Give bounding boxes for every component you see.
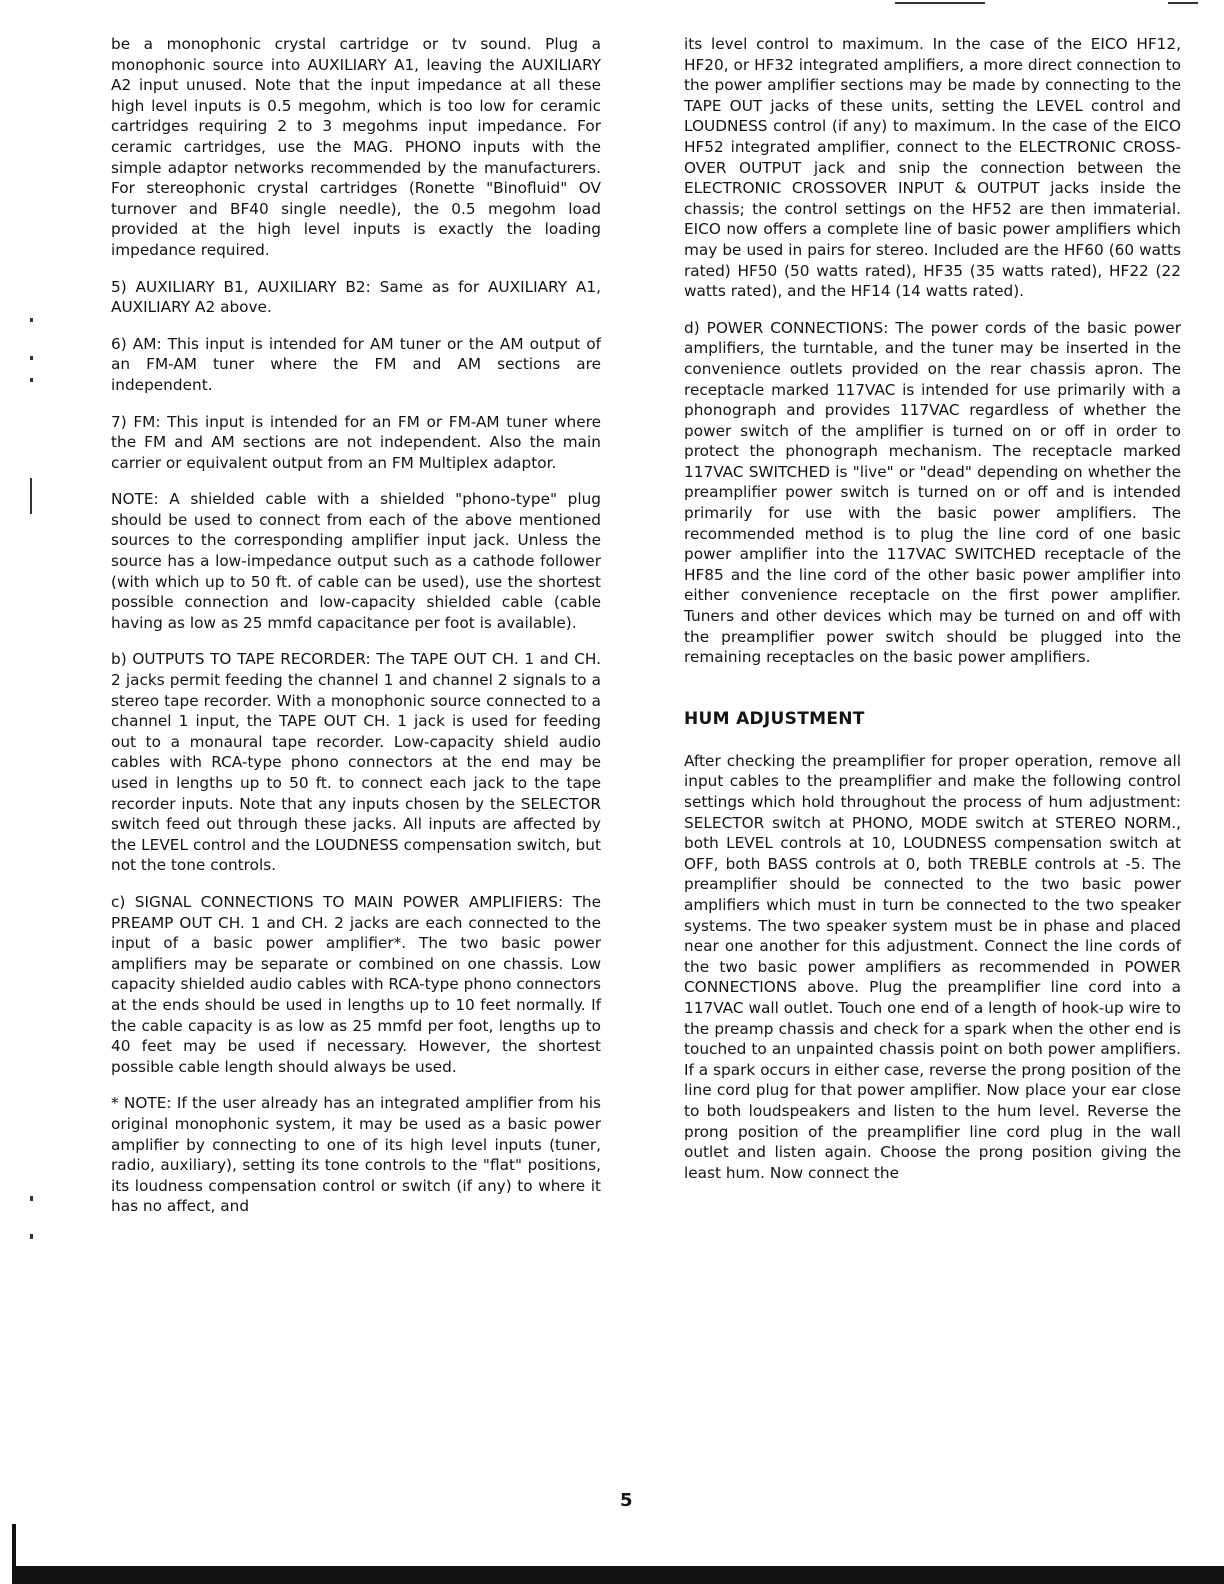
paragraph-aux-b: 5) AUXILIARY B1, AUXILIARY B2: Same as for AUXILIARY A1, AUXILIARY A2 above. — [111, 277, 601, 317]
margin-mark-5 — [30, 1196, 33, 1201]
paragraph-integrated-amp-continued: its level control to maximum. In the case of the EICO HF12, HF20, or HF32 integrated amplifiers, a more direct connection to the power amplifier sections may be made by connecting to the TAPE OUT jacks of these units, setting the LEVEL control and LOUDNESS control (if any) to maximum. In the case of the EICO HF52 integrated amplifier, connect to the ELECTRONIC CROSS-OVER OUTPUT jack and snip the connection between the ELECTRONIC CROSSOVER INPUT & OUTPUT jacks inside the chassis; the control settings on the HF52 are then immaterial. EICO now offers a complete line of basic power amplifiers which may be used in pairs for stereo. Included are the HF60 (60 watts rated) HF50 (50 watts rated), HF35 (35 watts rated), HF22 (22 watts rated), and the HF14 (14 watts rated). — [684, 35, 1181, 301]
left-edge-tick — [12, 1524, 16, 1570]
margin-mark-6 — [30, 1234, 33, 1239]
top-rule-2 — [1168, 2, 1198, 4]
margin-mark-1 — [30, 318, 33, 322]
bottom-rule — [12, 1566, 1224, 1584]
margin-mark-3 — [30, 378, 33, 382]
page-number: 5 — [620, 1490, 633, 1511]
paragraph-shielded-cable-note: NOTE: A shielded cable with a shielded "phono-type" plug should be used to connect from each of the above mentioned sources to the corresponding amplifier input jack. Unless the source has a low-impedance output such as a cathode follower (with which up to 50 ft. of cable can be used), use the shortest possible connection and low-capacity shielded cable (cable having as low as 25 mmfd capacitance per foot is available). — [111, 490, 601, 632]
left-column — [111, 34, 601, 1233]
paragraph-tape-outputs: b) OUTPUTS TO TAPE RECORDER: The TAPE OUT CH. 1 and CH. 2 jacks permit feeding the channel 1 and channel 2 signals to a stereo tape recorder. With a monophonic source connected to a channel 1 input, the TAPE OUT CH. 1 jack is used for feeding out to a monaural tape recorder. Low-capacity shield audio cables with RCA-type phono connectors at the end may be used in lengths up to 50 ft. to connect each jack to the tape recorder inputs. Note that any inputs chosen by the SELECTOR switch feed out through these jacks. All inputs are affected by the LEVEL control and the LOUDNESS compensation switch, but not the tone controls. — [111, 650, 601, 875]
paragraph-hum-adjustment: After checking the preamplifier for proper operation, remove all input cables to the preamplifier and make the following control settings which hold throughout the process of hum adjustment: SELECTOR switch at PHONO, MODE switch at STEREO NORM., both LEVEL controls at 10, LOUDNESS compensation switch at OFF, both BASS controls at 0, both TREBLE controls at -5. The preamplifier should be connected to the two basic power amplifiers which must in turn be connected to the two speaker systems. The two speaker system must be in phase and placed near one another for this adjustment. Connect the line cords of the two basic power amplifiers as recommended in POWER CONNECTIONS above. Plug the preamplifier line cord into a 117VAC wall outlet. Touch one end of a length of hook-up wire to the preamp chassis and check for a spark when the other end is touched to an unpainted chassis point on both power amplifiers. If a spark occurs in either case, reverse the prong position of the line cord plug for that power amplifier. Now place your ear close to both loudspeakers and listen to the hum level. Reverse the prong position of the preamplifier line cord plug in the wall outlet and listen again. Choose the prong position giving the least hum. Now connect the — [684, 751, 1181, 1182]
paragraph-integrated-amp-note: * NOTE: If the user already has an integrated amplifier from his original monophonic system, it may be used as a basic power amplifier by connecting to one of its high level inputs (tuner, radio, auxiliary), setting its tone controls to the "flat" positions, its loudness compensation control or switch (if any) to where it has no affect, and — [111, 1094, 601, 1216]
right-column — [684, 34, 1181, 1199]
paragraph-am: 6) AM: This input is intended for AM tuner or the AM output of an FM-AM tuner where the FM and AM sections are independent. — [111, 334, 601, 394]
paragraph-fm: 7) FM: This input is intended for an FM or FM-AM tuner where the FM and AM sections are not independent. Also the main carrier or equivalent output from an FM Multiplex adaptor. — [111, 412, 601, 472]
margin-mark-2 — [30, 356, 33, 360]
paragraph-signal-connections: c) SIGNAL CONNECTIONS TO MAIN POWER AMPLIFIERS: The PREAMP OUT CH. 1 and CH. 2 jacks are each connected to the input of a basic power amplifier*. The two basic power amplifiers may be separate or combined on one chassis. Low capacity shielded audio cables with RCA-type phono connectors at the ends should be used in lengths up to 10 feet normally. If the cable capacity is as low as 25 mmfd per foot, lengths up to 40 feet may be used if necessary. However, the shortest possible cable length should always be used. — [111, 892, 601, 1076]
paragraph-power-connections: d) POWER CONNECTIONS: The power cords of the basic power amplifiers, the turntable, and the tuner may be inserted in the convenience outlets provided on the rear chassis apron. The receptacle marked 117VAC is intended for use primarily with a phonograph and provides 117VAC regardless of whether the power switch of the amplifier is turned on or off in order to protect the phonograph mechanism. The receptacle marked 117VAC SWITCHED is "live" or "dead" depending on whether the preamplifier power switch is turned on or off and is intended primarily for use with the basic power amplifiers. The recommended method is to plug the line cord of one basic power amplifier into the 117VAC SWITCHED receptacle of the HF85 and the line cord of the other basic power amplifier into either convenience receptacle on the first power amplifier. Tuners and other devices which may be turned on and off with the preamplifier power switch should be plugged into the remaining receptacles on the basic power amplifiers. — [684, 318, 1181, 667]
top-rule-1 — [895, 2, 985, 4]
margin-mark-4 — [30, 478, 32, 514]
paragraph-aux-a-continued: be a monophonic crystal cartridge or tv sound. Plug a monophonic source into AUXILIARY A1, leaving the AUXILIARY A2 input unused. Note that the input impedance at all these high level inputs is 0.5 megohm, which is too low for ceramic cartridges requiring 2 to 3 megohms input impedance. For ceramic cartridges, use the MAG. PHONO inputs with the simple adaptor networks recommended by the manufacturers. For stereophonic crystal cartridges (Ronette "Binofluid" OV turnover and BF40 single needle), the 0.5 megohm load provided at the high level inputs is exactly the loading impedance required. — [111, 35, 601, 259]
heading-hum-adjustment: HUM ADJUSTMENT — [684, 708, 865, 729]
